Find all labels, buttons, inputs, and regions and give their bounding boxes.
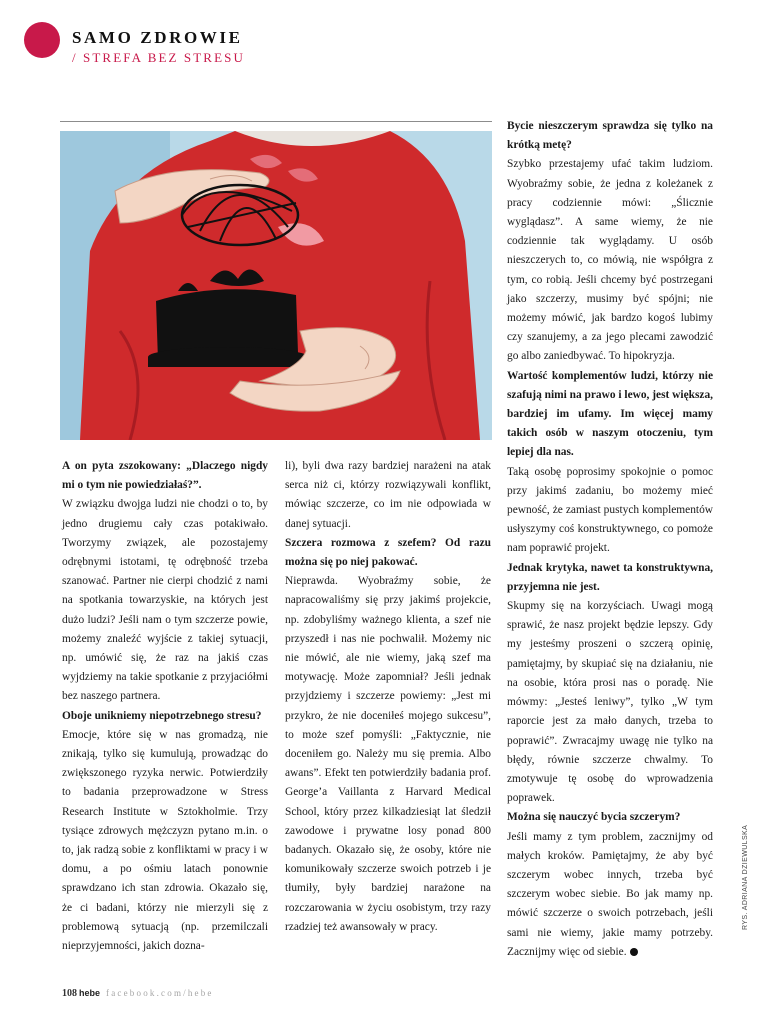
magazine-name: hebe [79,988,101,998]
article-column-3 [507,117,713,962]
article-paragraph: Taką osobę poprosimy spokojnie o pomoc przy jakimś zadaniu, bo możemy mieć pewność, że zamiast pustych komplementów usłyszymy coś konstruktywnego, co pomoże nam poprawić projekt. [507,465,713,555]
article-column-2 [285,457,491,937]
article-paragraph: Emocje, które się w nas gromadzą, nie znikają, tylko się kumulują, prowadząc do zwiększonego ryzyka nerwic. Potwierdziły to badania przeprowadzone w Stress Research Institute w Sztokholmie. Trzy tysiące zdrowych mężczyzn pytano m.in. o to, jak radzą sobie z konfliktami w pracy i w domu, a po ośmiu latach ponownie sprawdzano ich stan zdrowia. Okazało się, że ci badani, którzy nie mierzyli się z problemową sytuacją (np. przemilczali nieprzyjemności, jakich dozna- [62,728,268,953]
article-question: Można się nauczyć bycia szczerym? [507,811,681,824]
article-question: Jednak krytyka, nawet ta konstruktywna, przyjemna nie jest. [507,561,713,593]
article-question: Wartość komplementów ludzi, którzy nie szafują nimi na prawo i lewo, jest większa, bardziej im ufamy. Im więcej mamy takich osób w naszym otoczeniu, tym lepiej dla nas. [507,369,713,459]
social-link[interactable]: facebook.com/hebe [106,988,214,998]
top-divider [60,121,492,122]
article-question: Szczera rozmowa z szefem? Od razu można się po niej pakować. [285,536,491,569]
article-paragraph: Szybko przestajemy ufać takim ludziom. Wyobraźmy sobie, że jedna z koleżanek z pracy codziennie mówi: „Ślicznie wyglądasz”. A same wiemy, że nie codziennie tak wyglądamy. U osób nieszczerych to, co mówią, nie współgra z tym, co robią. Jeśli chcemy być postrzegani jako szczerzy, musimy być spójni; nie możemy mówić, jak bardzo kogoś lubimy czy szanujemy, a za jego plecami zawodzić go albo zaniedbywać. To hipokryzja. [507,158,713,363]
article-paragraph: W związku dwojga ludzi nie chodzi o to, by jedno drugiemu cały czas potakiwało. Tworzymy związek, ale pozostajemy odrębnymi istotami, tę odrębność trzeba szanować. Partner nie cierpi chodzić z nami na spotkania towarzyskie, na których jest dużo ludzi? Jeśli nam o tym szczerze powie, możemy znaleźć wyjście z takiej sytuacji, np. umówić się, że raz na jakiś czas wyjdziemy na takie spotkanie z przyjaciółmi bez naszego partnera. [62,498,268,703]
article-paragraph: li), byli dwa razy bardziej narażeni na atak serca niż ci, którzy rozwiązywali konflikt, mówiąc szczerze, co im nie odpowiada w danej sytuacji. [285,460,491,530]
article-paragraph-final [507,828,713,962]
section-title: SAMO ZDROWIE [72,28,243,47]
article-question: Bycie nieszczerym sprawdza się tylko na krótką metę? [507,120,713,152]
page-footer [62,988,214,999]
end-of-article-mark [630,948,638,956]
article-question: A on pyta zszokowany: „Dlaczego nigdy mi o tym nie powiedziałaś?”. [62,460,268,492]
article-illustration [60,131,492,440]
article-column-1 [62,457,268,956]
article-paragraph: Nieprawda. Wyobraźmy sobie, że napracowaliśmy się przy jakimś projekcie, np. zdobyliśmy ważnego klienta, a szef nie przyszedł i nas nie pochwalił. Możemy nic nie mówić, ale nie wiemy, jaką szef ma motywację. Może zapomniał? Jeśli jednak przyjdziemy i szczerze powiemy: „Jest mi przykro, że nie doceniłeś mojego sukcesu”, to może szef pomyśli: „Faktycznie, nie doceniłem go. Należy mu się premia. Albo awans”. Efekt ten potwierdziły badania prof. George’a Vaillanta z Harvard Medical School, który przez kilkadziesiąt lat śledził zawodowe i prywatne losy ponad 800 badanych. Okazało się, że osoby, które nie komunikowały szczerze swoich potrzeb i je tłumiły, były bardziej narażone na rozczarowania w życiu osobistym, trzy razy rzadziej też awansowały w pracy. [285,575,491,933]
page-number: 108 [62,988,77,999]
article-final-text: Jeśli mamy z tym problem, zacznijmy od małych kroków. Pamiętajmy, że aby być szczerym wobec innych, trzeba być szczerym wobec siebie. Bo jak mamy np. mówić szczerze o swoich potrzebach, jeśli sami nie wiemy, jakie mamy potrzeby. Zacznijmy więc od siebie. [507,830,713,958]
article-paragraph: Skupmy się na korzyściach. Uwagi mogą sprawić, że nasz projekt będzie lepszy. Gdy my jesteśmy proszeni o szczerą opinię, pamiętajmy, by skupiać się na działaniu, nie na osobie, która prosi nas o poradę. Nie mówmy: „Jesteś leniwy”, tylko „W tym raporcie jest za mało danych, trzeba to poprawić”. Zwracajmy uwagę nie tylko na błędy, równie szczerze chwalmy. To zmotywuje tę osobę do wprowadzenia poprawek. [507,600,713,805]
section-marker-dot [24,22,60,58]
section-subtitle: / STREFA BEZ STRESU [72,50,245,65]
article-question: Oboje unikniemy niepotrzebnego stresu? [62,709,262,722]
illustration-credit: RYS. ADRIANA DZIEWULSKA [742,824,749,930]
